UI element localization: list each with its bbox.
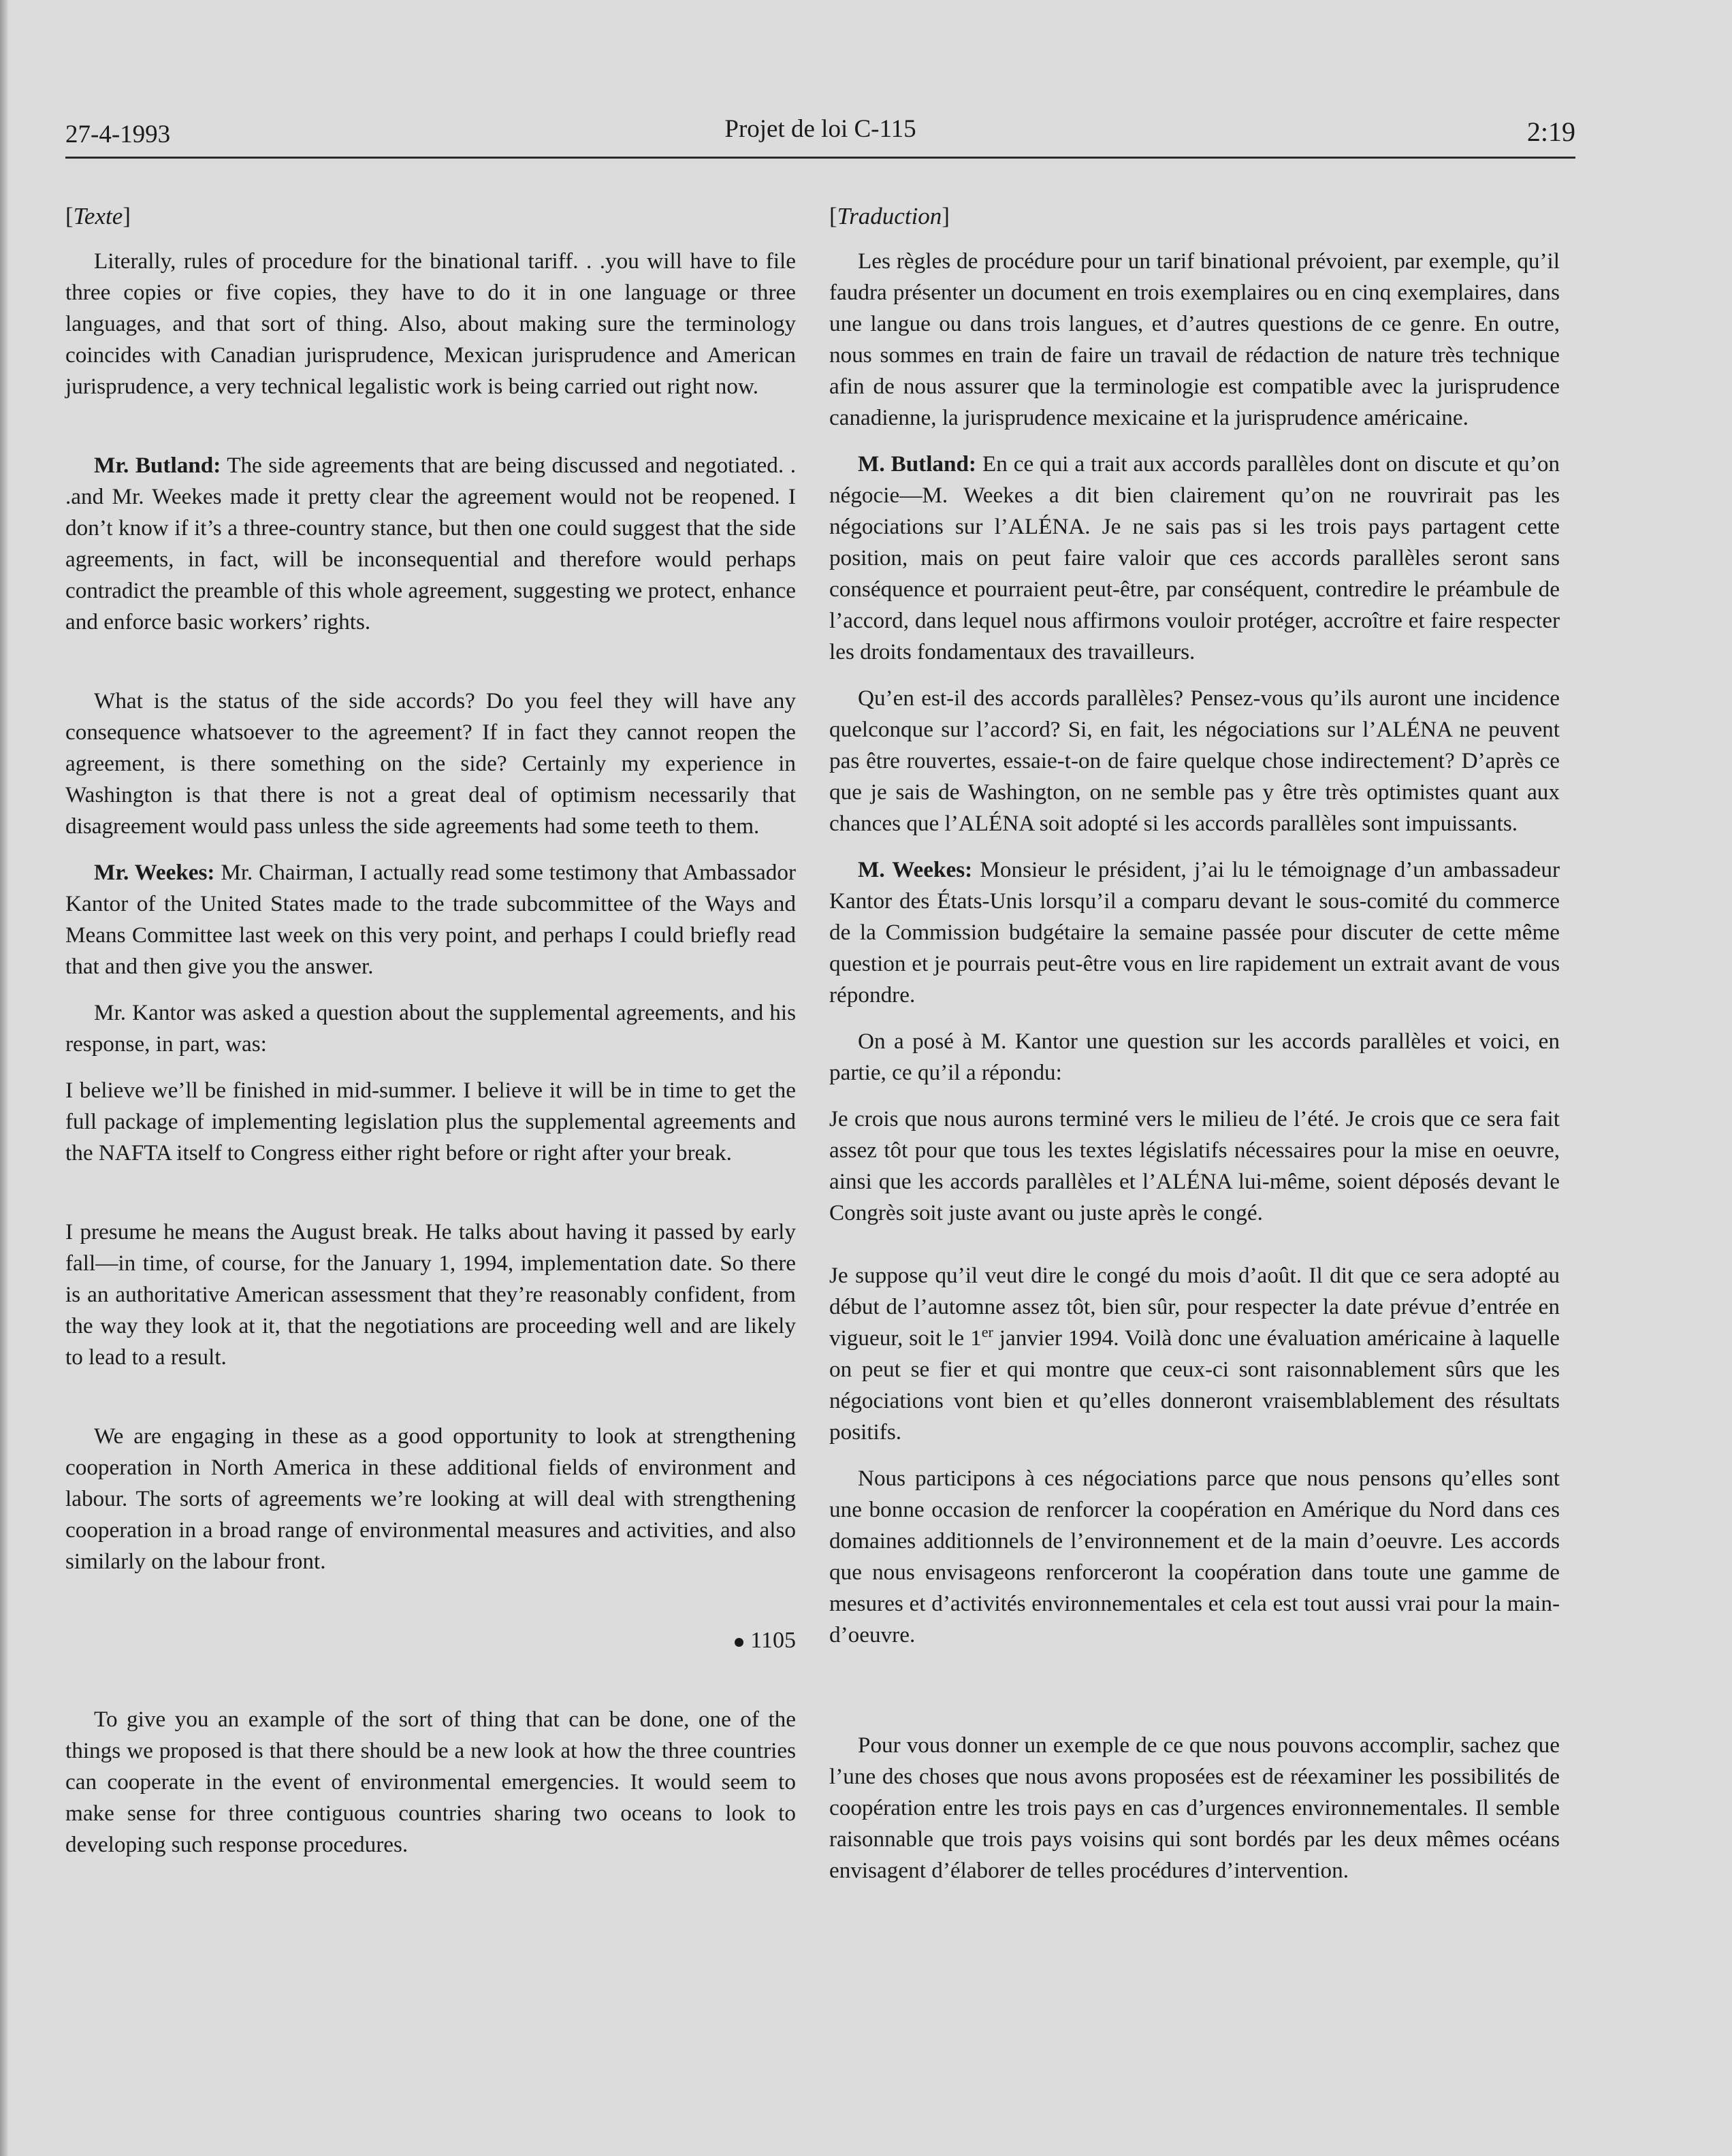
header-title: Projet de loi C-115 [724, 115, 916, 143]
paragraph: We are engaging in these as a good opportunity to look at strengthening cooperation in North America in these additional fields of environment and labour. The sorts of agreements we’re looking at will deal with strengthening cooperation in a broad range of environmental measures and activities, and also similarly on the labour front. [65, 1423, 796, 1574]
paragraph: M. Butland: En ce qui a trait aux accords parallèles dont on discute et qu’on négocie—M. Weekes a dit bien clairement qu’on ne rouvrirait pas les négociations sur l’ALÉNA. Je ne sais pas si les trois pays partagent cette position, mais on peut faire valoir que ces accords parallèles seront sans conséquence et pourraient peut-être, par conséquent, contredire le préambule de l’accord, dans lequel nous affirmons vouloir protéger, accroître et faire respecter les droits fondamentaux des travailleurs. [829, 451, 1560, 664]
header-date: 27-4-1993 [65, 120, 171, 148]
speaker-name: Mr. Butland: [94, 453, 221, 478]
paragraph: Mr. Butland: The side agreements that are being discussed and negotiated. . .and Mr. Weekes made it pretty clear the agreement would not be reopened. I don’t know if it’s a three-country stance, but then one could suggest that the side agreements, in fact, will be inconsequential and therefore would perhaps contradict the preamble of this whole agreement, suggesting we protect, enhance and enforce basic workers’ rights. [65, 453, 797, 634]
block-quote: Je crois que nous aurons terminé vers le milieu de l’été. Je crois que ce sera fait assez tôt pour que tous les textes législatifs nécessaires pour la mise en oeuvre, ainsi que les accords parallèles et l’ALÉNA lui-même, soient déposés devant le Congrès soit juste avant ou juste après le congé. [829, 1106, 1560, 1225]
speaker-name: M. Weekes: [858, 857, 973, 882]
paragraph: Les règles de procédure pour un tarif binational prévoient, par exemple, qu’il faudra présenter un document en trois exemplaires ou en cinq exemplaires, dans une langue ou dans trois langues, et d’autres questions de ce genre. En outre, nous sommes en train de faire un travail de rédaction de nature très technique afin de nous assurer que la terminologie est compatible avec la jurisprudence canadienne, la jurisprudence mexicaine et la jurisprudence américaine. [829, 248, 1560, 430]
speaker-name: Mr. Weekes: [94, 860, 215, 885]
running-header [65, 109, 1575, 152]
paragraph: On a posé à M. Kantor une question sur les accords parallèles et voici, en partie, ce qu’il a répondu: [829, 1029, 1560, 1085]
language-label-french: [Traduction] [829, 203, 950, 229]
language-label-english: [Texte] [65, 203, 131, 229]
header-page-number: 2:19 [1526, 116, 1575, 147]
french-column [829, 201, 1560, 1886]
paragraph: What is the status of the side accords? Do you feel they will have any consequence whatsoever to the agreement? If in fact they cannot reopen the agreement, is there something on the side? Certainly my experience in Washington is that there is not a great deal of optimism necessarily that disagreement would pass unless the side agreements had some teeth to them. [65, 688, 796, 839]
paragraph: Mr. Kantor was asked a question about the supplemental agreements, and his response, in part, was: [65, 1000, 796, 1057]
bullet-dot-icon [735, 1638, 743, 1647]
paragraph: I presume he means the August break. He talks about having it passed by early fall—in time, of course, for the January 1, 1994, implementation date. So there is an authoritative American assessment that they’re reasonably confident, from the way they look at it, that the negotiations are proceeding well and are likely to lead to a result. [65, 1219, 796, 1370]
time-marker: 1105 [65, 1625, 796, 1656]
paragraph: Qu’en est-il des accords parallèles? Pensez-vous qu’ils auront une incidence quelconque sur l’accord? Si, en fait, les négociations sur l’ALÉNA ne peuvent pas être rouvertes, essaie-t-on de faire quelque chose indirectement? D’après ce que je sais de Washington, on ne semble pas y être très optimistes quant aux chances que l’ALÉNA soit adopté si les accords parallèles sont impuissants. [829, 686, 1560, 836]
page-edge-shadow [0, 0, 8, 2156]
paragraph: Pour vous donner un exemple de ce que nous pouvons accomplir, sachez que l’une des choses que nous avons proposées est de réexaminer les possibilités de coopération entre les trois pays en cas d’urgences environnementales. Il semble raisonnable que trois pays voisins qui sont bordés par les deux mêmes océans envisagent d’élaborer de telles procédures d’intervention. [829, 1733, 1560, 1883]
header-rule [65, 157, 1575, 159]
paragraph: Mr. Weekes: Mr. Chairman, I actually read some testimony that Ambassador Kantor of the United States made to the trade subcommittee of the Ways and Means Committee last week on this very point, and perhaps I could briefly read that and then give you the answer. [65, 860, 796, 979]
paragraph: Nous participons à ces négociations parce que nous pensons qu’elles sont une bonne occasion de renforcer la coopération en Amérique du Nord dans ces domaines additionnels de l’environnement et de la main d’oeuvre. Les accords que nous envisageons renforceront la coopération dans toute une gamme de mesures et d’activités environnementales et cela est tout aussi vrai pour la main-d’oeuvre. [829, 1466, 1560, 1647]
speaker-name: M. Butland: [858, 451, 976, 477]
paragraph: To give you an example of the sort of thing that can be done, one of the things we proposed is that there should be a new look at how the three countries can cooperate in the event of environmental emergencies. It would seem to make sense for three contiguous countries sharing two oceans to look to developing such response procedures. [65, 1707, 796, 1857]
block-quote: I believe we’ll be finished in mid-summer. I believe it will be in time to get the full package of implementing legislation plus the supplemental agreements and the NAFTA itself to Congress either right before or right after your break. [65, 1078, 796, 1165]
paragraph: M. Weekes: Monsieur le président, j’ai lu le témoignage d’un ambassadeur Kantor des États-Unis lorsqu’il a comparu devant le sous-comité du commerce de la Commission budgétaire la semaine passée pour discuter de cette même question et je pourrais peut-être vous en lire rapidement un extrait avant de vous répondre. [829, 857, 1560, 1008]
paragraph: Literally, rules of procedure for the binational tariff. . .you will have to file three copies or five copies, they have to do it in one language or three languages, and that sort of thing. Also, about making sure the terminology coincides with Canadian jurisprudence, Mexican jurisprudence and American jurisprudence, a very technical legalistic work is being carried out right now. [65, 248, 796, 399]
paragraph: Je suppose qu’il veut dire le congé du mois d’août. Il dit que ce sera adopté au début de l’automne assez tôt, bien sûr, pour respecter la date prévue d’entrée en vigueur, soit le 1er janvier 1994. Voilà donc une évaluation américaine à laquelle on peut se fier et qui montre que ceux-ci sont raisonnablement sûrs que les négociations vont bien et qu’elles donneront vraisemblablement des résultats positifs. [829, 1263, 1560, 1445]
english-column [65, 201, 796, 1861]
